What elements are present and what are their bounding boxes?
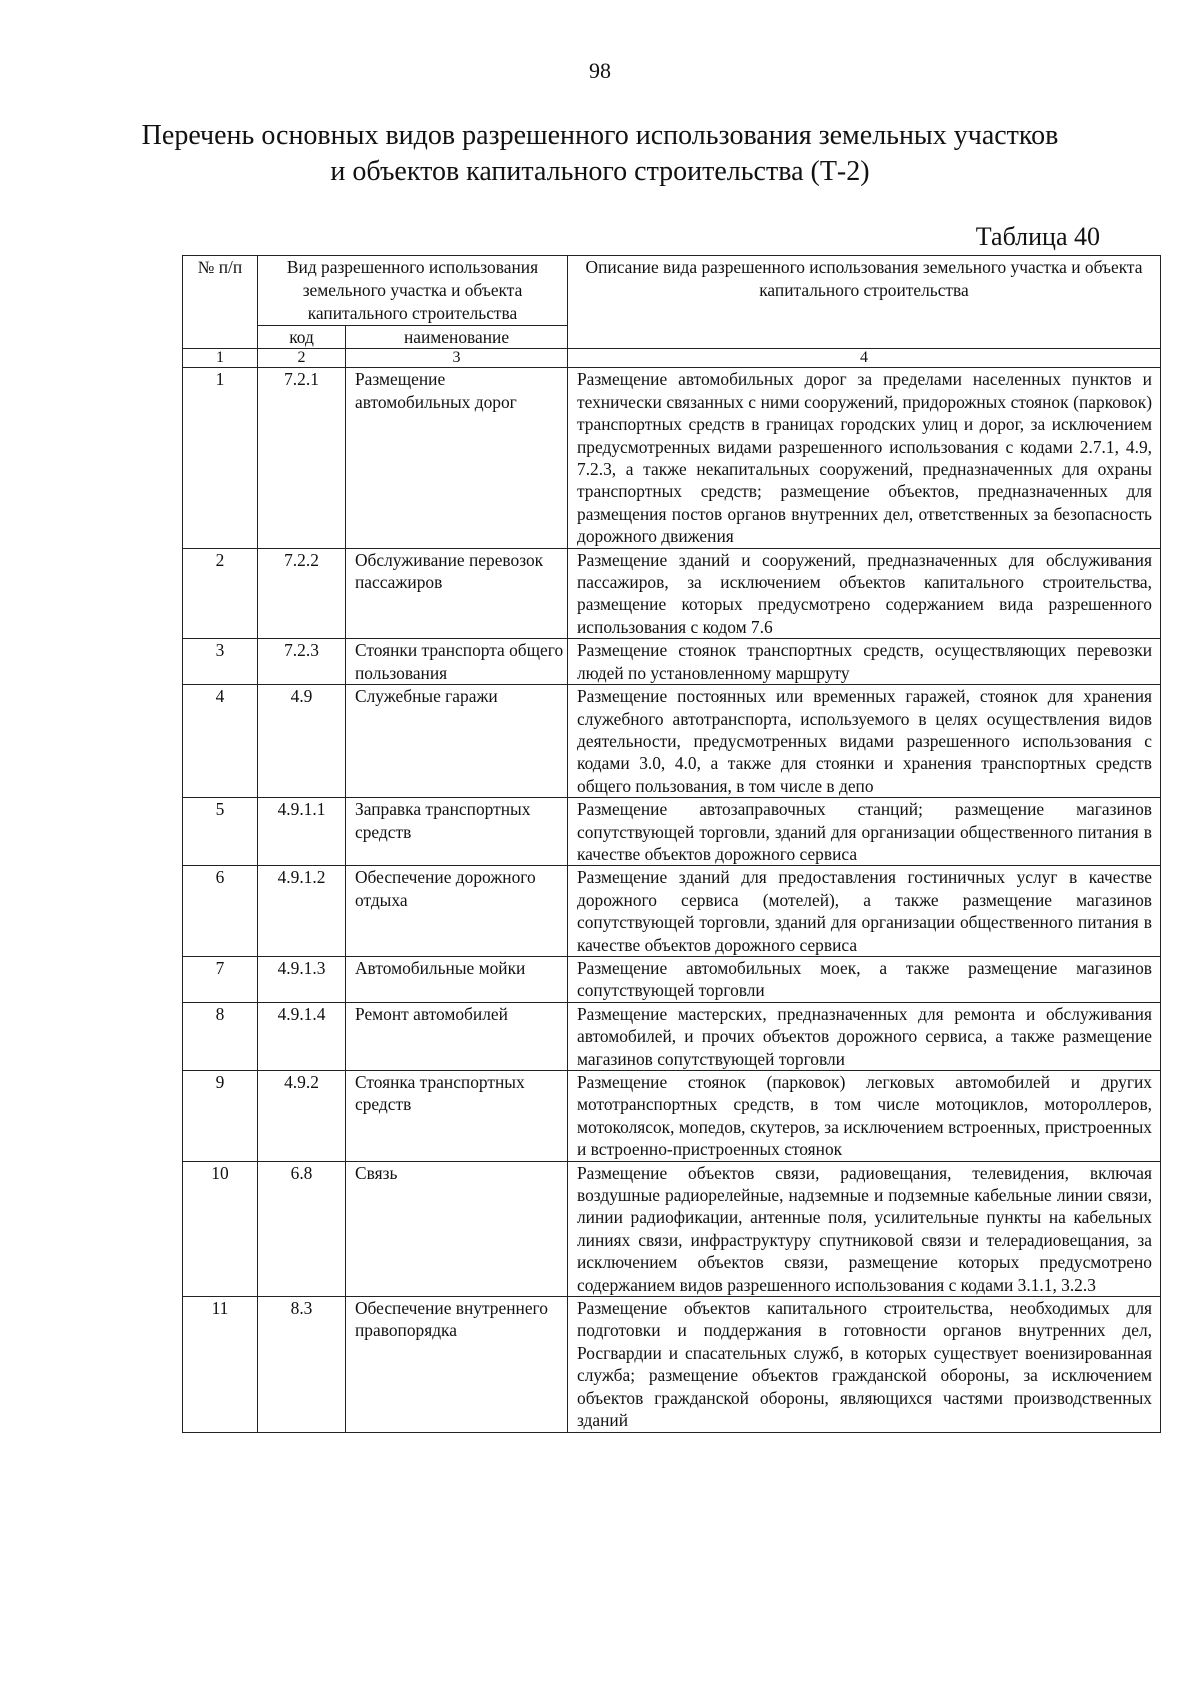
header-description: Описание вида разрешенного использования земельного участка и объекта капитального строительства [568, 256, 1161, 349]
row-name: Автомобильные мойки [346, 956, 568, 1002]
row-description: Размещение автозаправочных станций; размещение магазинов сопутствующей торговли, зданий для организации общественного питания в качестве объектов дорожного сервиса [568, 798, 1161, 866]
header-name: наименование [346, 326, 568, 349]
row-name: Стоянка транспортных средств [346, 1071, 568, 1162]
row-description: Размещение зданий и сооружений, предназначенных для обслуживания пассажиров, за исключением объектов капитального строительства, размещение которых предусмотрено содержанием вида разрешенного использования с кодом 7.6 [568, 548, 1161, 639]
row-code: 4.9.1.1 [258, 798, 346, 866]
table-header [183, 256, 1161, 368]
column-index: 3 [346, 349, 568, 368]
row-number: 3 [183, 639, 258, 685]
table-row [183, 1161, 1161, 1296]
table-row [183, 1297, 1161, 1432]
row-description: Размещение автомобильных моек, а также размещение магазинов сопутствующей торговли [568, 956, 1161, 1002]
row-name: Служебные гаражи [346, 685, 568, 798]
row-description: Размещение зданий для предоставления гостиничных услуг в качестве дорожного сервиса (мотелей), а также размещение магазинов сопутствующей торговли, зданий для организации общественного питания в качестве объектов дорожного сервиса [568, 866, 1161, 957]
land-use-table [182, 255, 1161, 1433]
table-row [183, 1071, 1161, 1162]
row-code: 4.9.1.3 [258, 956, 346, 1002]
row-code: 8.3 [258, 1297, 346, 1432]
row-name: Обеспечение внутреннего правопорядка [346, 1297, 568, 1432]
header-num: № п/п [183, 256, 258, 349]
row-code: 7.2.2 [258, 548, 346, 639]
header-kind: Вид разрешенного использования земельного участка и объекта капитального строительства [258, 256, 568, 326]
row-name: Ремонт автомобилей [346, 1002, 568, 1070]
row-description: Размещение автомобильных дорог за пределами населенных пунктов и технически связанных с ними сооружений, придорожных стоянок (парковок) транспортных средств в границах городских улиц и дорог, за исключением предусмотренных видами разрешенного использования с кодами 2.7.1, 4.9, 7.2.3, а также некапитальных сооружений, предназначенных для охраны транспортных средств; размещение объектов, предназначенных для размещения постов органов внутренних дел, ответственных за безопасность дорожного движения [568, 368, 1161, 548]
row-number: 4 [183, 685, 258, 798]
row-number: 9 [183, 1071, 258, 1162]
table-caption: Таблица 40 [975, 222, 1100, 251]
row-number: 6 [183, 866, 258, 957]
column-index: 2 [258, 349, 346, 368]
table-row [183, 368, 1161, 548]
table-body [183, 368, 1161, 1432]
row-number: 2 [183, 548, 258, 639]
row-name: Заправка транспортных средств [346, 798, 568, 866]
row-code: 4.9.1.4 [258, 1002, 346, 1070]
row-name: Обеспечение дорожного отдыха [346, 866, 568, 957]
table-row [183, 548, 1161, 639]
row-number: 8 [183, 1002, 258, 1070]
row-code: 7.2.1 [258, 368, 346, 548]
row-name: Размещение автомобильных дорог [346, 368, 568, 548]
table-row [183, 1002, 1161, 1070]
title-line-2: и объектов капитального строительства (Т-2) [330, 156, 870, 187]
column-index: 1 [183, 349, 258, 368]
title-line-1: Перечень основных видов разрешенного использования земельных участков [141, 120, 1059, 151]
row-number: 5 [183, 798, 258, 866]
table-row [183, 798, 1161, 866]
row-description: Размещение стоянок транспортных средств, осуществляющих перевозки людей по установленному маршруту [568, 639, 1161, 685]
row-name: Стоянки транспорта общего пользования [346, 639, 568, 685]
row-code: 4.9 [258, 685, 346, 798]
row-description: Размещение стоянок (парковок) легковых автомобилей и других мототранспортных средств, в том числе мотоциклов, мотороллеров, мотоколясок, мопедов, скутеров, за исключением встроенных, пристроенных и встроенно-пристроенных стоянок [568, 1071, 1161, 1162]
row-code: 6.8 [258, 1161, 346, 1296]
column-index-row [183, 349, 1161, 368]
table-row [183, 866, 1161, 957]
row-code: 7.2.3 [258, 639, 346, 685]
row-number: 10 [183, 1161, 258, 1296]
table-row [183, 685, 1161, 798]
row-name: Связь [346, 1161, 568, 1296]
document-title [0, 118, 1200, 190]
table-row [183, 956, 1161, 1002]
row-number: 1 [183, 368, 258, 548]
row-name: Обслуживание перевозок пассажиров [346, 548, 568, 639]
row-code: 4.9.2 [258, 1071, 346, 1162]
header-code: код [258, 326, 346, 349]
row-description: Размещение постоянных или временных гаражей, стоянок для хранения служебного автотранспорта, используемого в целях осуществления видов деятельности, предусмотренных видами разрешенного использования с кодами 3.0, 4.0, а также для стоянки и хранения транспортных средств общего пользования, в том числе в депо [568, 685, 1161, 798]
row-description: Размещение объектов связи, радиовещания, телевидения, включая воздушные радиорелейные, надземные и подземные кабельные линии связи, линии радиофикации, антенные поля, усилительные пункты на кабельных линиях связи, инфраструктуру спутниковой связи и телерадиовещания, за исключением объектов связи, размещение которых предусмотрено содержанием видов разрешенного использования с кодами 3.1.1, 3.2.3 [568, 1161, 1161, 1296]
row-description: Размещение мастерских, предназначенных для ремонта и обслуживания автомобилей, и прочих объектов дорожного сервиса, а также размещение магазинов сопутствующей торговли [568, 1002, 1161, 1070]
row-code: 4.9.1.2 [258, 866, 346, 957]
row-description: Размещение объектов капитального строительства, необходимых для подготовки и поддержания в готовности органов внутренних дел, Росгвардии и спасательных служб, в которых существует военизированная служба; размещение объектов гражданской обороны, за исключением объектов гражданской обороны, являющихся частями производственных зданий [568, 1297, 1161, 1432]
row-number: 7 [183, 956, 258, 1002]
column-index: 4 [568, 349, 1161, 368]
page-number: 98 [589, 58, 611, 83]
row-number: 11 [183, 1297, 258, 1432]
table-row [183, 639, 1161, 685]
